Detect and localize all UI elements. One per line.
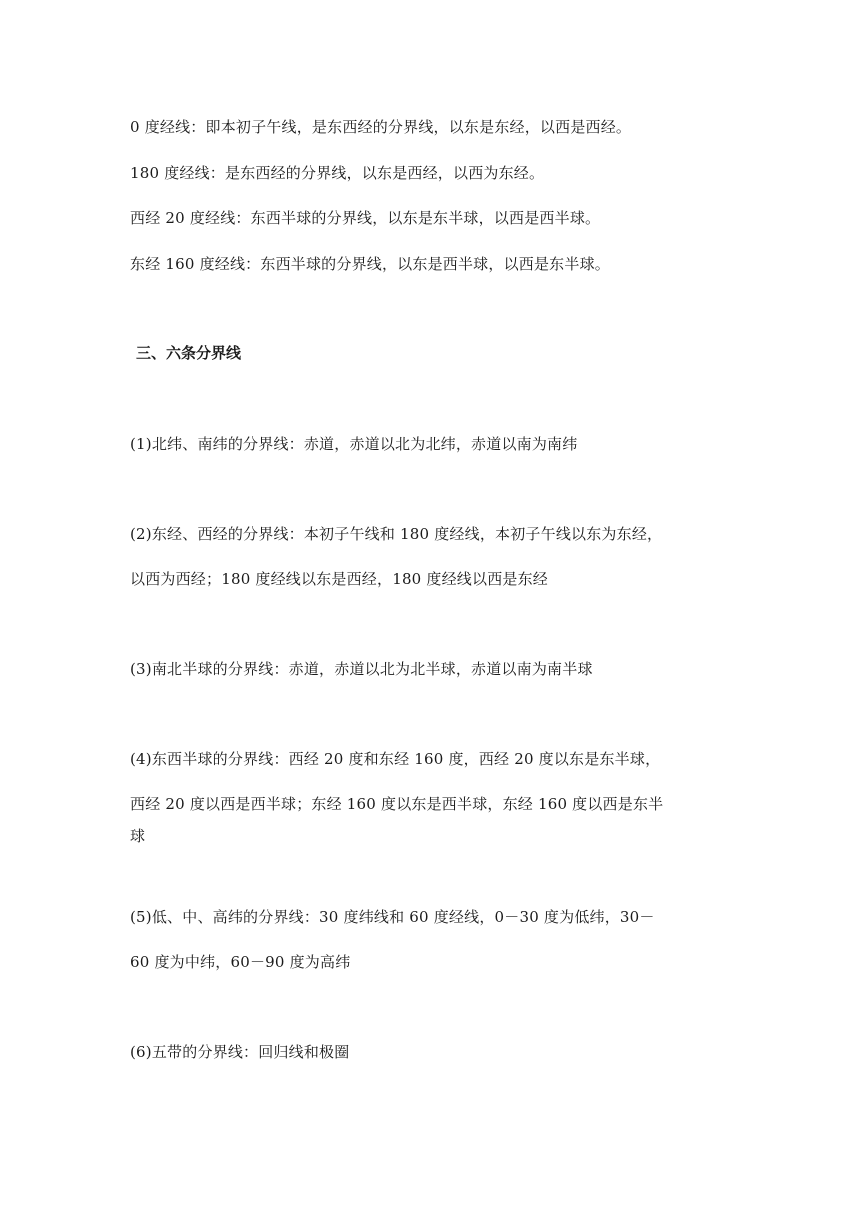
item-2-line-1: (2)东经、西经的分界线：本初子午线和 180 度经线，本初子午线以东为东经， — [130, 525, 663, 543]
item-4-line-3: 球 — [130, 827, 146, 845]
note-east-160-meridian: 东经 160 度经线：东西半球的分界线，以东是西半球，以西是东半球。 — [130, 255, 610, 273]
note-0-degree-meridian: 0 度经线：即本初子午线，是东西经的分界线，以东是东经，以西是西经。 — [130, 118, 632, 136]
item-5-line-2: 60 度为中纬，60－90 度为高纬 — [130, 953, 351, 971]
section-heading: 三、六条分界线 — [136, 344, 242, 362]
item-1-line-1: (1)北纬、南纬的分界线：赤道，赤道以北为北纬，赤道以南为南纬 — [130, 435, 578, 453]
item-5-line-1: (5)低、中、高纬的分界线：30 度纬线和 60 度经线，0－30 度为低纬，30－ — [130, 908, 655, 926]
note-180-degree-meridian: 180 度经线：是东西经的分界线，以东是西经，以西为东经。 — [130, 164, 545, 182]
item-6-line-1: (6)五带的分界线：回归线和极圈 — [130, 1043, 350, 1061]
note-west-20-meridian: 西经 20 度经线：东西半球的分界线，以东是东半球，以西是西半球。 — [130, 209, 601, 227]
item-3-line-1: (3)南北半球的分界线：赤道，赤道以北为北半球，赤道以南为南半球 — [130, 660, 593, 678]
item-4-line-2: 西经 20 度以西是西半球；东经 160 度以东是西半球，东经 160 度以西是东半 — [130, 795, 664, 813]
item-2-line-2: 以西为西经；180 度经线以东是西经，180 度经线以西是东经 — [130, 570, 548, 588]
item-4-line-1: (4)东西半球的分界线：西经 20 度和东经 160 度，西经 20 度以东是东半球， — [130, 750, 661, 768]
